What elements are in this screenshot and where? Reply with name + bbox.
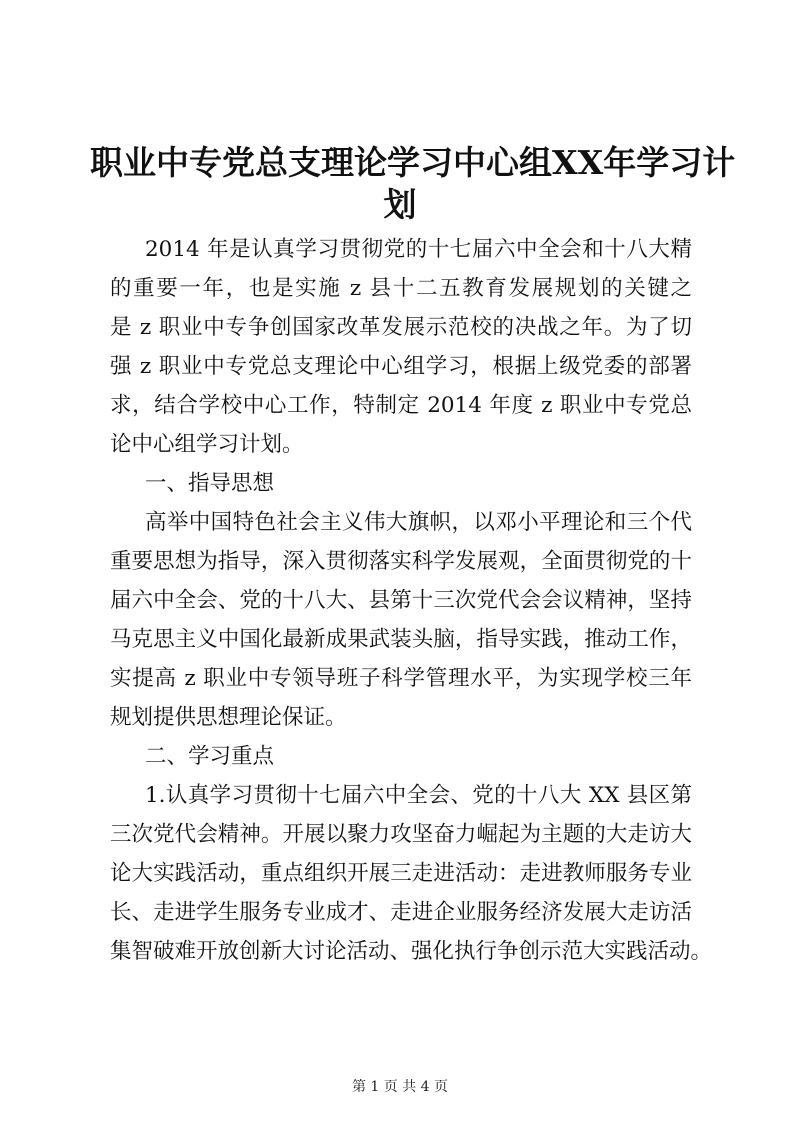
- text-line: 2014 年是认真学习贯彻党的十七届六中全会和十八大精: [145, 237, 692, 262]
- text-line: 是 z 职业中专争创国家改革发展示范校的决战之年。为了切: [110, 315, 692, 340]
- text-line: 重要思想为指导，深入贯彻落实科学发展观，全面贯彻党的十: [110, 549, 692, 574]
- text-line: 三次党代会精神。开展以聚力攻坚奋力崛起为主题的大走访大: [110, 822, 692, 847]
- text-line: 马克思主义中国化最新成果武装头脑，指导实践，推动工作，: [110, 627, 692, 652]
- title-line-2: 划: [383, 185, 417, 224]
- section-heading: [110, 737, 692, 776]
- paragraph: [110, 503, 692, 737]
- page-footer: 第 1 页 共 4 页: [351, 1079, 449, 1095]
- text-line: 实提高 z 职业中专领导班子科学管理水平，为实现学校三年: [110, 666, 692, 691]
- text-line: 集智破难开放创新大讨论活动、强化执行争创示范大实践活动。: [110, 939, 713, 964]
- text-line: 的重要一年，也是实施 z 县十二五教育发展规划的关键之: [110, 276, 692, 301]
- text-line: 规划提供思想理论保证。: [110, 705, 347, 730]
- title-line-1: 职业中专党总支理论学习中心组XX年学习计: [90, 143, 736, 182]
- document-body: [110, 230, 713, 971]
- text-line: 高举中国特色社会主义伟大旗帜，以邓小平理论和三个代: [145, 510, 692, 535]
- document-title: [90, 142, 736, 226]
- text-line: 论中心组学习计划。: [110, 432, 304, 457]
- paragraph: [110, 230, 692, 464]
- text-line: 二、学习重点: [145, 744, 275, 769]
- paragraph: [110, 776, 713, 971]
- section-heading: [110, 464, 692, 503]
- text-line: 1.认真学习贯彻十七届六中全会、党的十八大 XX 县区第: [145, 783, 692, 808]
- text-line: 求，结合学校中心工作，特制定 2014 年度 z 职业中专党总: [110, 393, 692, 418]
- text-line: 届六中全会、党的十八大、县第十三次党代会会议精神，坚持: [110, 588, 692, 613]
- text-line: 长、走进学生服务专业成才、走进企业服务经济发展大走访活: [110, 900, 692, 925]
- text-line: 一、指导思想: [145, 471, 275, 496]
- text-line: 强 z 职业中专党总支理论中心组学习，根据上级党委的部署: [110, 354, 692, 379]
- text-line: 论大实践活动，重点组织开展三走进活动：走进教师服务专业: [110, 861, 692, 886]
